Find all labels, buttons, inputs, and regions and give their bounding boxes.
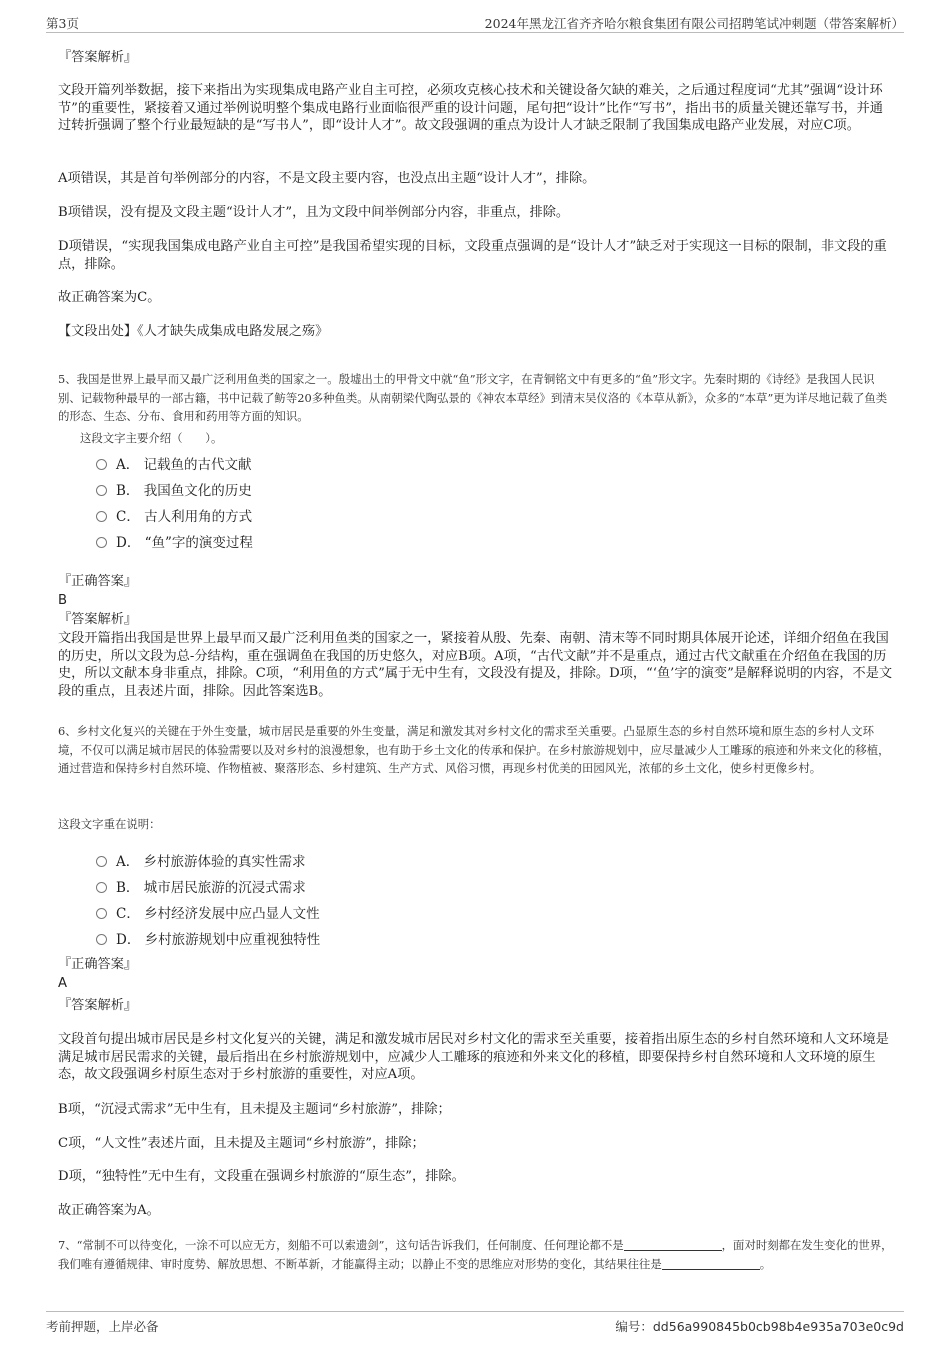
q6-correct-answer: A xyxy=(58,976,68,991)
q5-question: 这段文字主要介绍（ ）。 xyxy=(80,431,223,445)
q5-analysis-label: 『答案解析』 xyxy=(58,612,138,627)
q6-correct-label: 『正确答案』 xyxy=(58,957,138,972)
q5-option-c[interactable] xyxy=(96,505,252,525)
option-text: 城市居民旅游的沉浸式需求 xyxy=(143,880,306,896)
option-letter: B． xyxy=(116,483,140,499)
q4-analysis-paragraph: 文段开篇列举数据，接下来指出为实现集成电路产业自主可控，必须攻克核心技术和关键设备欠缺的难关，之后通过程度词“尤其”强调“设计环节”的重要性，紧接着又通过举例说明整个集成电路行业面临很严重的设计问题，尾句把“设计”比作“写书”，指出书的质量关键还靠写书，并通过转折强调了整个行业最短缺的是“写书人”，即“设计人才”。故文段强调的重点为设计人才缺乏限制了我国集成电路产业发展，对应C项。 xyxy=(58,83,883,133)
q6-option-d-analysis: D项，“独特性”无中生有，文段重在强调乡村旅游的“原生态”，排除。 xyxy=(58,1169,465,1184)
q5-analysis: 文段开篇指出我国是世界上最早而又最广泛利用鱼类的国家之一，紧接着从殷、先秦、南朝、清末等不同时期具体展开论述，详细介绍鱼在我国的历史，所以文段为总-分结构，重在强调鱼在我国的历史悠久，对应B项。A项，“古代文献”并不是重点，通过古代文献重在介绍鱼在我国的历史，所以文献本身非重点，排除。C项，“利用鱼的方式”属于无中生有，文段没有提及，排除。D项，“‘鱼’字的演变”是解释说明的内容，不是文段的重点，且表述片面，排除。因此答案选B。 xyxy=(58,631,893,699)
option-letter: D． xyxy=(116,535,141,551)
q4-analysis-label: 『答案解析』 xyxy=(58,50,138,65)
footer-slogan: 考前押题，上岸必备 xyxy=(46,1319,159,1334)
q6-option-c[interactable] xyxy=(96,902,320,922)
option-letter: A． xyxy=(116,457,140,473)
q7-stem-part2: ，面对时刻都在发生变化的世界，我们唯有遵循规律、审时度势、解放思想、不断革新，才能赢得主动；以静止不变的思维应对形势的变化，其结果往往是 xyxy=(58,1238,893,1271)
page-number: 第3页 xyxy=(46,16,79,31)
code-value: dd56a990845b0cb98b4e935a703e0c9d xyxy=(652,1319,904,1334)
page-footer xyxy=(46,1311,904,1338)
radio-icon[interactable] xyxy=(96,537,107,548)
q6-conclusion: 故正确答案为A。 xyxy=(58,1203,160,1218)
q5-correct-label: 『正确答案』 xyxy=(58,574,138,589)
q4-conclusion: 故正确答案为C。 xyxy=(58,290,161,305)
q6-stem: 6、乡村文化复兴的关键在于外生变量，城市居民是重要的外生变量，满足和激发其对乡村文化的需求至关重要。凸显原生态的乡村自然环境和原生态的乡村人文环境，不仅可以满足城市居民的体验需要以及对乡村的浪漫想象，也有助于乡土文化的传承和保护。在乡村旅游规划中，应尽量减少人工雕琢的痕迹和外来文化的移植，通过营造和保持乡村自然环境、作物植被、聚落形态、乡村建筑、生产方式、风俗习惯，再现乡村优美的田园风光，浓郁的乡土文化，使乡村更像乡村。 xyxy=(58,724,890,775)
option-letter: B． xyxy=(116,880,140,896)
option-text: “鱼”字的演变过程 xyxy=(144,535,253,551)
q5-option-d[interactable] xyxy=(96,531,253,551)
q4-option-d-analysis: D项错误，“实现我国集成电路产业自主可控”是我国希望实现的目标，文段重点强调的是“设计人才”缺乏对于实现这一目标的限制，非文段的重点，排除。 xyxy=(58,239,887,272)
q5-option-a[interactable] xyxy=(96,453,252,473)
option-text: 我国鱼文化的历史 xyxy=(143,483,252,499)
radio-icon[interactable] xyxy=(96,934,107,945)
q5-stem: 5、我国是世界上最早而又最广泛利用鱼类的国家之一。殷墟出土的甲骨文中就“鱼”形文字，在青铜铭文中有更多的“鱼”形文字。先秦时期的《诗经》是我国人民识别、记载物种最早的一部古籍，书中记载了鲂等20多种鱼类。从南朝梁代陶弘景的《神农本草经》到清末吴仪洛的《本草从新》，众多的“本草”更为详尽地记载了鱼类的形态、生态、分布、食用和药用等方面的知识。 xyxy=(58,372,888,423)
code-label: 编号： xyxy=(615,1319,653,1334)
document-title: 2024年黑龙江省齐齐哈尔粮食集团有限公司招聘笔试冲刺题（带答案解析） xyxy=(484,16,904,31)
q6-option-a[interactable] xyxy=(96,850,306,870)
q6-option-d[interactable] xyxy=(96,928,320,948)
document-code xyxy=(615,1317,904,1335)
q7-stem-part3: 。 xyxy=(759,1256,772,1271)
option-letter: A． xyxy=(116,854,140,870)
radio-icon[interactable] xyxy=(96,856,107,867)
q6-analysis-paragraph: 文段首句提出城市居民是乡村文化复兴的关键，满足和激发城市居民对乡村文化的需求至关重要，接着指出原生态的乡村自然环境和人文环境是满足城市居民需求的关键，最后指出在乡村旅游规划中，应减少人工雕琢的痕迹和外来文化的移植，即要保持乡村自然环境和人文环境的原生态，故文段强调乡村原生态对于乡村旅游的重要性，对应A项。 xyxy=(58,1032,889,1082)
option-text: 乡村旅游体验的真实性需求 xyxy=(143,854,306,870)
page-header xyxy=(46,10,904,33)
radio-icon[interactable] xyxy=(96,882,107,893)
fill-blank[interactable] xyxy=(624,1238,722,1251)
option-letter: D． xyxy=(116,932,141,948)
option-letter: C． xyxy=(116,509,140,525)
q7-stem-part1: 7、“常制不可以待变化，一涂不可以应无方，刻船不可以索遗剑”，这句话告诉我们，任何制度、任何理论都不是 xyxy=(58,1238,624,1252)
q4-option-a-analysis: A项错误，其是首句举例部分的内容，不是文段主要内容，也没点出主题“设计人才”，排除。 xyxy=(58,171,596,186)
q7-stem xyxy=(58,1236,893,1273)
q6-analysis-label: 『答案解析』 xyxy=(58,998,138,1013)
option-text: 乡村旅游规划中应重视独特性 xyxy=(144,932,321,948)
q4-source: 【文段出处】《人才缺失成集成电路发展之殇》 xyxy=(58,324,329,339)
q5-correct-answer: B xyxy=(58,593,68,608)
option-text: 乡村经济发展中应凸显人文性 xyxy=(144,906,320,922)
fill-blank[interactable] xyxy=(662,1257,760,1270)
q5-option-b[interactable] xyxy=(96,479,252,499)
q6-option-c-analysis: C项，“人文性”表述片面，且未提及主题词“乡村旅游”，排除； xyxy=(58,1136,425,1151)
q6-option-b[interactable] xyxy=(96,876,306,896)
option-text: 记载鱼的古代文献 xyxy=(143,457,252,473)
radio-icon[interactable] xyxy=(96,459,107,470)
option-letter: C． xyxy=(116,906,140,922)
q6-question: 这段文字重在说明： xyxy=(58,817,161,831)
radio-icon[interactable] xyxy=(96,485,107,496)
q4-option-b-analysis: B项错误，没有提及文段主题“设计人才”，且为文段中间举例部分内容，非重点，排除。 xyxy=(58,205,570,220)
radio-icon[interactable] xyxy=(96,908,107,919)
option-text: 古人利用角的方式 xyxy=(144,509,253,525)
radio-icon[interactable] xyxy=(96,511,107,522)
q6-option-b-analysis: B项，“沉浸式需求”无中生有，且未提及主题词“乡村旅游”，排除； xyxy=(58,1102,451,1117)
